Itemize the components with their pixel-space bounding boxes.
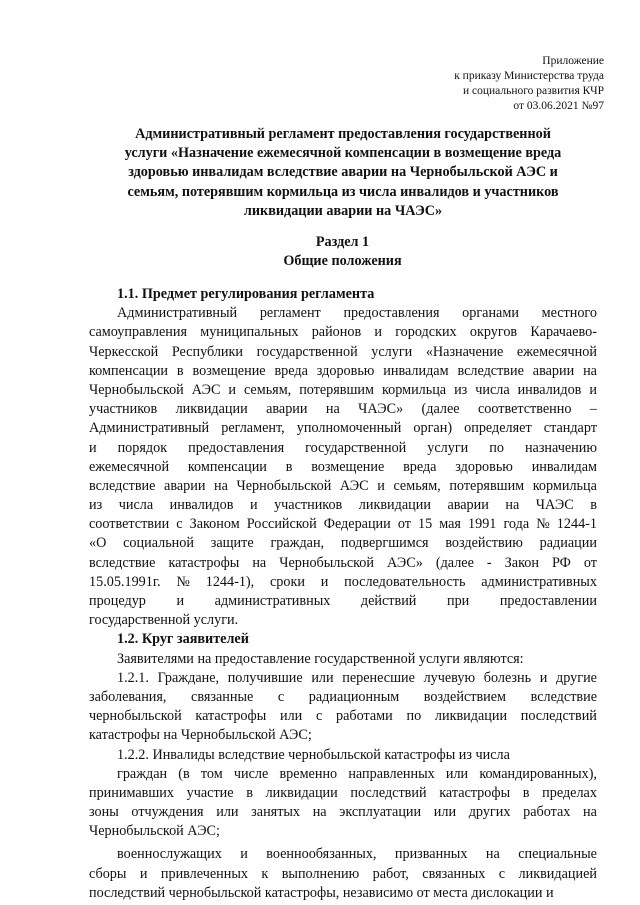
paragraph-line: участников ликвидации аварии на ЧАЭС» (далее соответственно – (89, 401, 597, 418)
paragraph-line: Черкесской Республики государственной услуги «Назначение ежемесячной (89, 343, 597, 360)
section-name: Общие положения (283, 253, 402, 269)
appendix-note (454, 54, 604, 114)
paragraph-line: государственной услуги. (89, 612, 239, 629)
paragraph-line: вследствие аварии на Чернобыльской АЭС и семьям, потерявшим кормильца (89, 477, 597, 494)
paragraph-line: из числа инвалидов и участников ликвидации аварии на ЧАЭС в (89, 497, 597, 514)
paragraph-line: Заявителями на предоставление государственной услуги являются: (117, 650, 524, 667)
paragraph-line: компенсации в возмещение вреда здоровью инвалидам вследствие аварии на (89, 362, 597, 379)
paragraph-sub-1 (89, 765, 597, 842)
paragraph-line: 15.05.1991г. № 1244-1), сроки и последовательность административных (89, 573, 597, 590)
paragraph-line: 1.2.2. Инвалиды вследствие чернобыльской катастрофы из числа (117, 746, 510, 763)
appendix-line: от 03.06.2021 №97 (513, 100, 604, 112)
document-body (89, 285, 597, 903)
paragraph-line: Чернобыльской АЭС и семьям, потерявшим кормильца из числа инвалидов и (89, 381, 597, 398)
appendix-line: к приказу Министерства труда (454, 70, 604, 82)
paragraph-line: принимавших участие в ликвидации последствий катастрофы в пределах (89, 784, 597, 801)
paragraph-line: «О социальной защите граждан, подвергшимся воздействию радиации (89, 535, 597, 552)
paragraph-sub-2 (89, 845, 597, 903)
paragraph-line: самоуправления муниципальных районов и городских округов Карачаево- (89, 324, 597, 341)
paragraph-line: катастрофы на Чернобыльской АЭС; (89, 727, 312, 744)
paragraph-line: процедур и административных действий при предоставлении (89, 593, 597, 609)
appendix-line: и социального развития КЧР (462, 85, 604, 97)
subsection-heading: 1.1. Предмет регулирования регламента (117, 286, 375, 302)
title-line: здоровью инвалидам вследствие аварии на Чернобыльской АЭС и (128, 164, 558, 181)
paragraph-line: граждан (в том числе временно направленных или командированных), (117, 765, 597, 782)
paragraph-line: Административный регламент, уполномоченный орган) определяет стандарт (89, 420, 597, 437)
paragraph-line: Чернобыльской АЭС; (89, 823, 220, 840)
paragraph-line: заболевания, связанные с радиационным воздействием вследствие (89, 688, 597, 705)
title-line: семьям, потерявшим кормильца из числа инвалидов и участников (127, 183, 559, 200)
paragraph-line: военнослужащих и военнообязанных, призванных на специальные (117, 846, 597, 863)
paragraph-line: соответствии с Законом Российской Федерации от 15 мая 1991 года № 1244-1 (89, 516, 597, 533)
paragraph-line: сборы и привлеченных к выполнению работ, связанных с ликвидацией (89, 865, 597, 882)
paragraph-1-2-1 (89, 669, 597, 746)
paragraph-line: Административный регламент предоставления органами местного (117, 305, 597, 322)
subsection-heading: 1.2. Круг заявителей (117, 631, 249, 648)
appendix-line: Приложение (542, 55, 604, 67)
paragraph-line: и порядок предоставления государственной услуги по назначению (89, 439, 597, 456)
paragraph-line: зоны отчуждения или занятых на эксплуатации или других работах на (89, 804, 597, 821)
paragraph-line: 1.2.1. Граждане, получившие или перенесшие лучевую болезнь и другие (117, 669, 597, 686)
section-number: Раздел 1 (315, 234, 370, 250)
section-heading (0, 233, 640, 271)
paragraph-line: ежемесячной компенсации в возмещение вреда здоровью инвалидам (89, 458, 597, 475)
document-title (112, 125, 574, 221)
title-line: ликвидации аварии на ЧАЭС» (243, 202, 443, 219)
paragraph-line: чернобыльской катастрофы или с работами по ликвидации последствий (89, 708, 597, 725)
paragraph-1-1 (89, 304, 597, 630)
paragraph-line: вследствие катастрофы на Чернобыльской АЭС» (далее - Закон РФ от (89, 554, 597, 571)
title-line: услуги «Назначение ежемесячной компенсации в возмещение вреда (124, 145, 562, 162)
paragraph-line: последствий чернобыльской катастрофы, независимо от места дислокации и (89, 884, 554, 901)
title-line: Административный регламент предоставления государственной (135, 126, 551, 142)
